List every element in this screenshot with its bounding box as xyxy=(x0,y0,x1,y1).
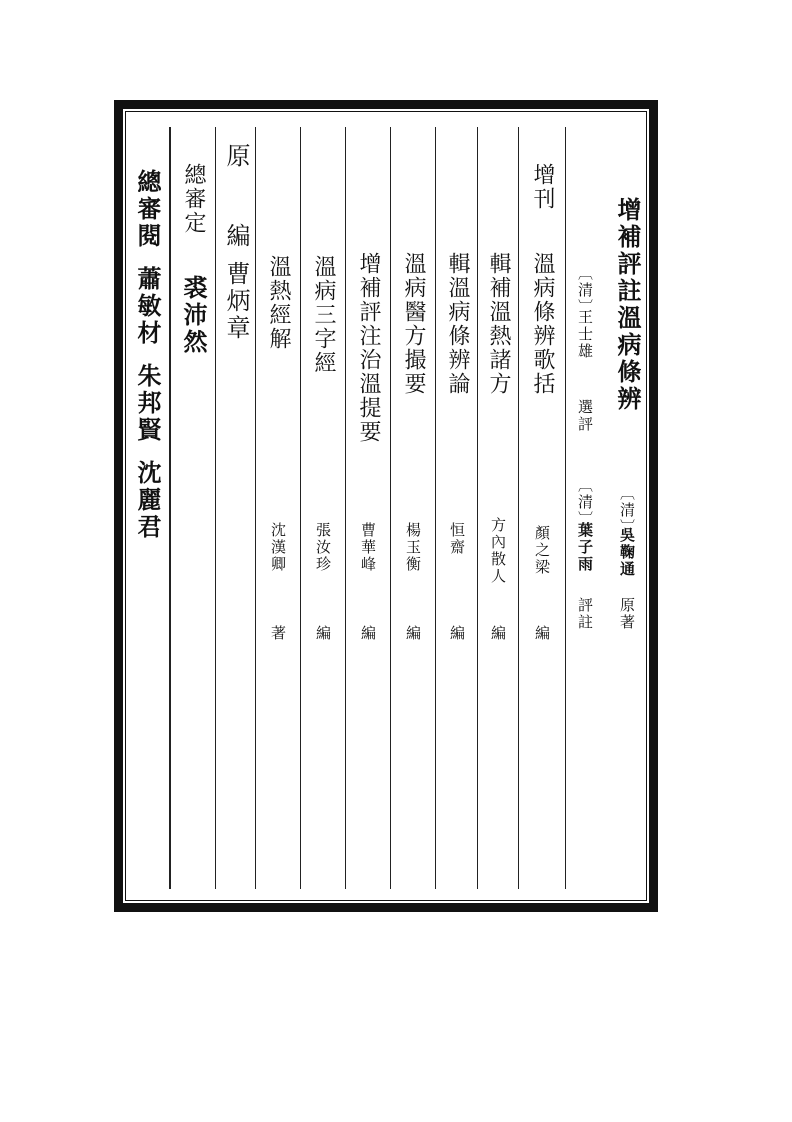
final-editor-label: 總審定 xyxy=(181,163,206,235)
appendix-4-title: 溫病醫方撮要 xyxy=(401,252,426,396)
appendix-5-title: 增補評注治溫提要 xyxy=(356,252,381,444)
appendix-5-role: 編 xyxy=(359,625,377,640)
column-divider xyxy=(300,127,301,889)
main-author-role: 原著 xyxy=(618,597,636,631)
column-commentators xyxy=(567,127,603,889)
commentator-2-role: 評註 xyxy=(576,597,594,631)
column-divider xyxy=(215,127,216,889)
column-appendix-7 xyxy=(257,127,300,889)
appendix-3-role: 編 xyxy=(448,625,466,640)
appendix-2-author: 方內散人 xyxy=(489,517,507,585)
appendix-2-title: 輯補溫熱諸方 xyxy=(486,252,511,396)
column-appendix-6 xyxy=(302,127,345,889)
appendix-1-title: 溫病條辨歌括 xyxy=(530,252,555,396)
editor-name: 曹炳章 xyxy=(222,261,250,342)
appendix-7-role: 著 xyxy=(269,625,287,640)
main-author-name: 吳鞠通 xyxy=(618,527,636,578)
appendix-5-author: 曹華峰 xyxy=(359,522,377,573)
column-appendix-1 xyxy=(520,127,565,889)
commentator-2-dynasty: 〔清〕 xyxy=(576,477,594,528)
column-divider xyxy=(169,127,170,889)
main-book-title: 增補評註溫病條辨 xyxy=(613,197,642,413)
appendix-1-author: 顏之梁 xyxy=(533,525,551,576)
reviewers-label: 總審閱 xyxy=(133,169,162,250)
column-divider xyxy=(345,127,346,889)
appendix-6-role: 編 xyxy=(314,625,332,640)
column-appendix-3 xyxy=(437,127,477,889)
appendix-2-role: 編 xyxy=(489,625,507,640)
column-appendix-5 xyxy=(347,127,390,889)
column-divider xyxy=(255,127,256,889)
column-divider xyxy=(390,127,391,889)
commentator-2-name: 葉子雨 xyxy=(576,522,594,573)
reviewer-name: 蕭敏材 xyxy=(133,266,162,347)
appendix-1-role: 編 xyxy=(533,625,551,640)
appendix-4-role: 編 xyxy=(404,625,422,640)
appendix-prefix: 增刊 xyxy=(530,163,555,211)
column-appendix-4 xyxy=(392,127,435,889)
reviewer-name: 沈麗君 xyxy=(133,460,162,541)
column-final-editor xyxy=(172,127,215,889)
column-main-title xyxy=(603,127,651,889)
appendix-7-title: 溫熱經解 xyxy=(266,255,291,351)
column-divider xyxy=(565,127,566,889)
column-divider xyxy=(435,127,436,889)
editor-label-2: 編 xyxy=(222,223,250,250)
commentator-1-name: 王士雄 xyxy=(576,309,594,360)
column-divider xyxy=(477,127,478,889)
column-appendix-2 xyxy=(479,127,518,889)
appendix-6-title: 溫病三字經 xyxy=(311,255,336,375)
page-frame xyxy=(114,100,658,912)
final-editor-name: 裘沛然 xyxy=(179,275,208,356)
appendix-4-author: 楊玉衡 xyxy=(404,522,422,573)
appendix-6-author: 張汝珍 xyxy=(314,522,332,573)
reviewers-block xyxy=(133,169,162,541)
commentator-1-dynasty: 〔清〕 xyxy=(576,265,594,316)
column-divider xyxy=(518,127,519,889)
appendix-3-author: 恒齋 xyxy=(448,522,466,556)
main-author-dynasty: 〔清〕 xyxy=(618,485,636,536)
column-divider xyxy=(170,127,171,889)
reviewer-name: 朱邦賢 xyxy=(133,363,162,444)
column-editor xyxy=(217,127,255,889)
appendix-7-author: 沈漢卿 xyxy=(269,522,287,573)
editor-label-1: 原 xyxy=(222,143,250,170)
column-reviewers xyxy=(127,127,169,889)
appendix-3-title: 輯溫病條辨論 xyxy=(445,252,470,396)
commentator-1-role: 選評 xyxy=(576,399,594,433)
